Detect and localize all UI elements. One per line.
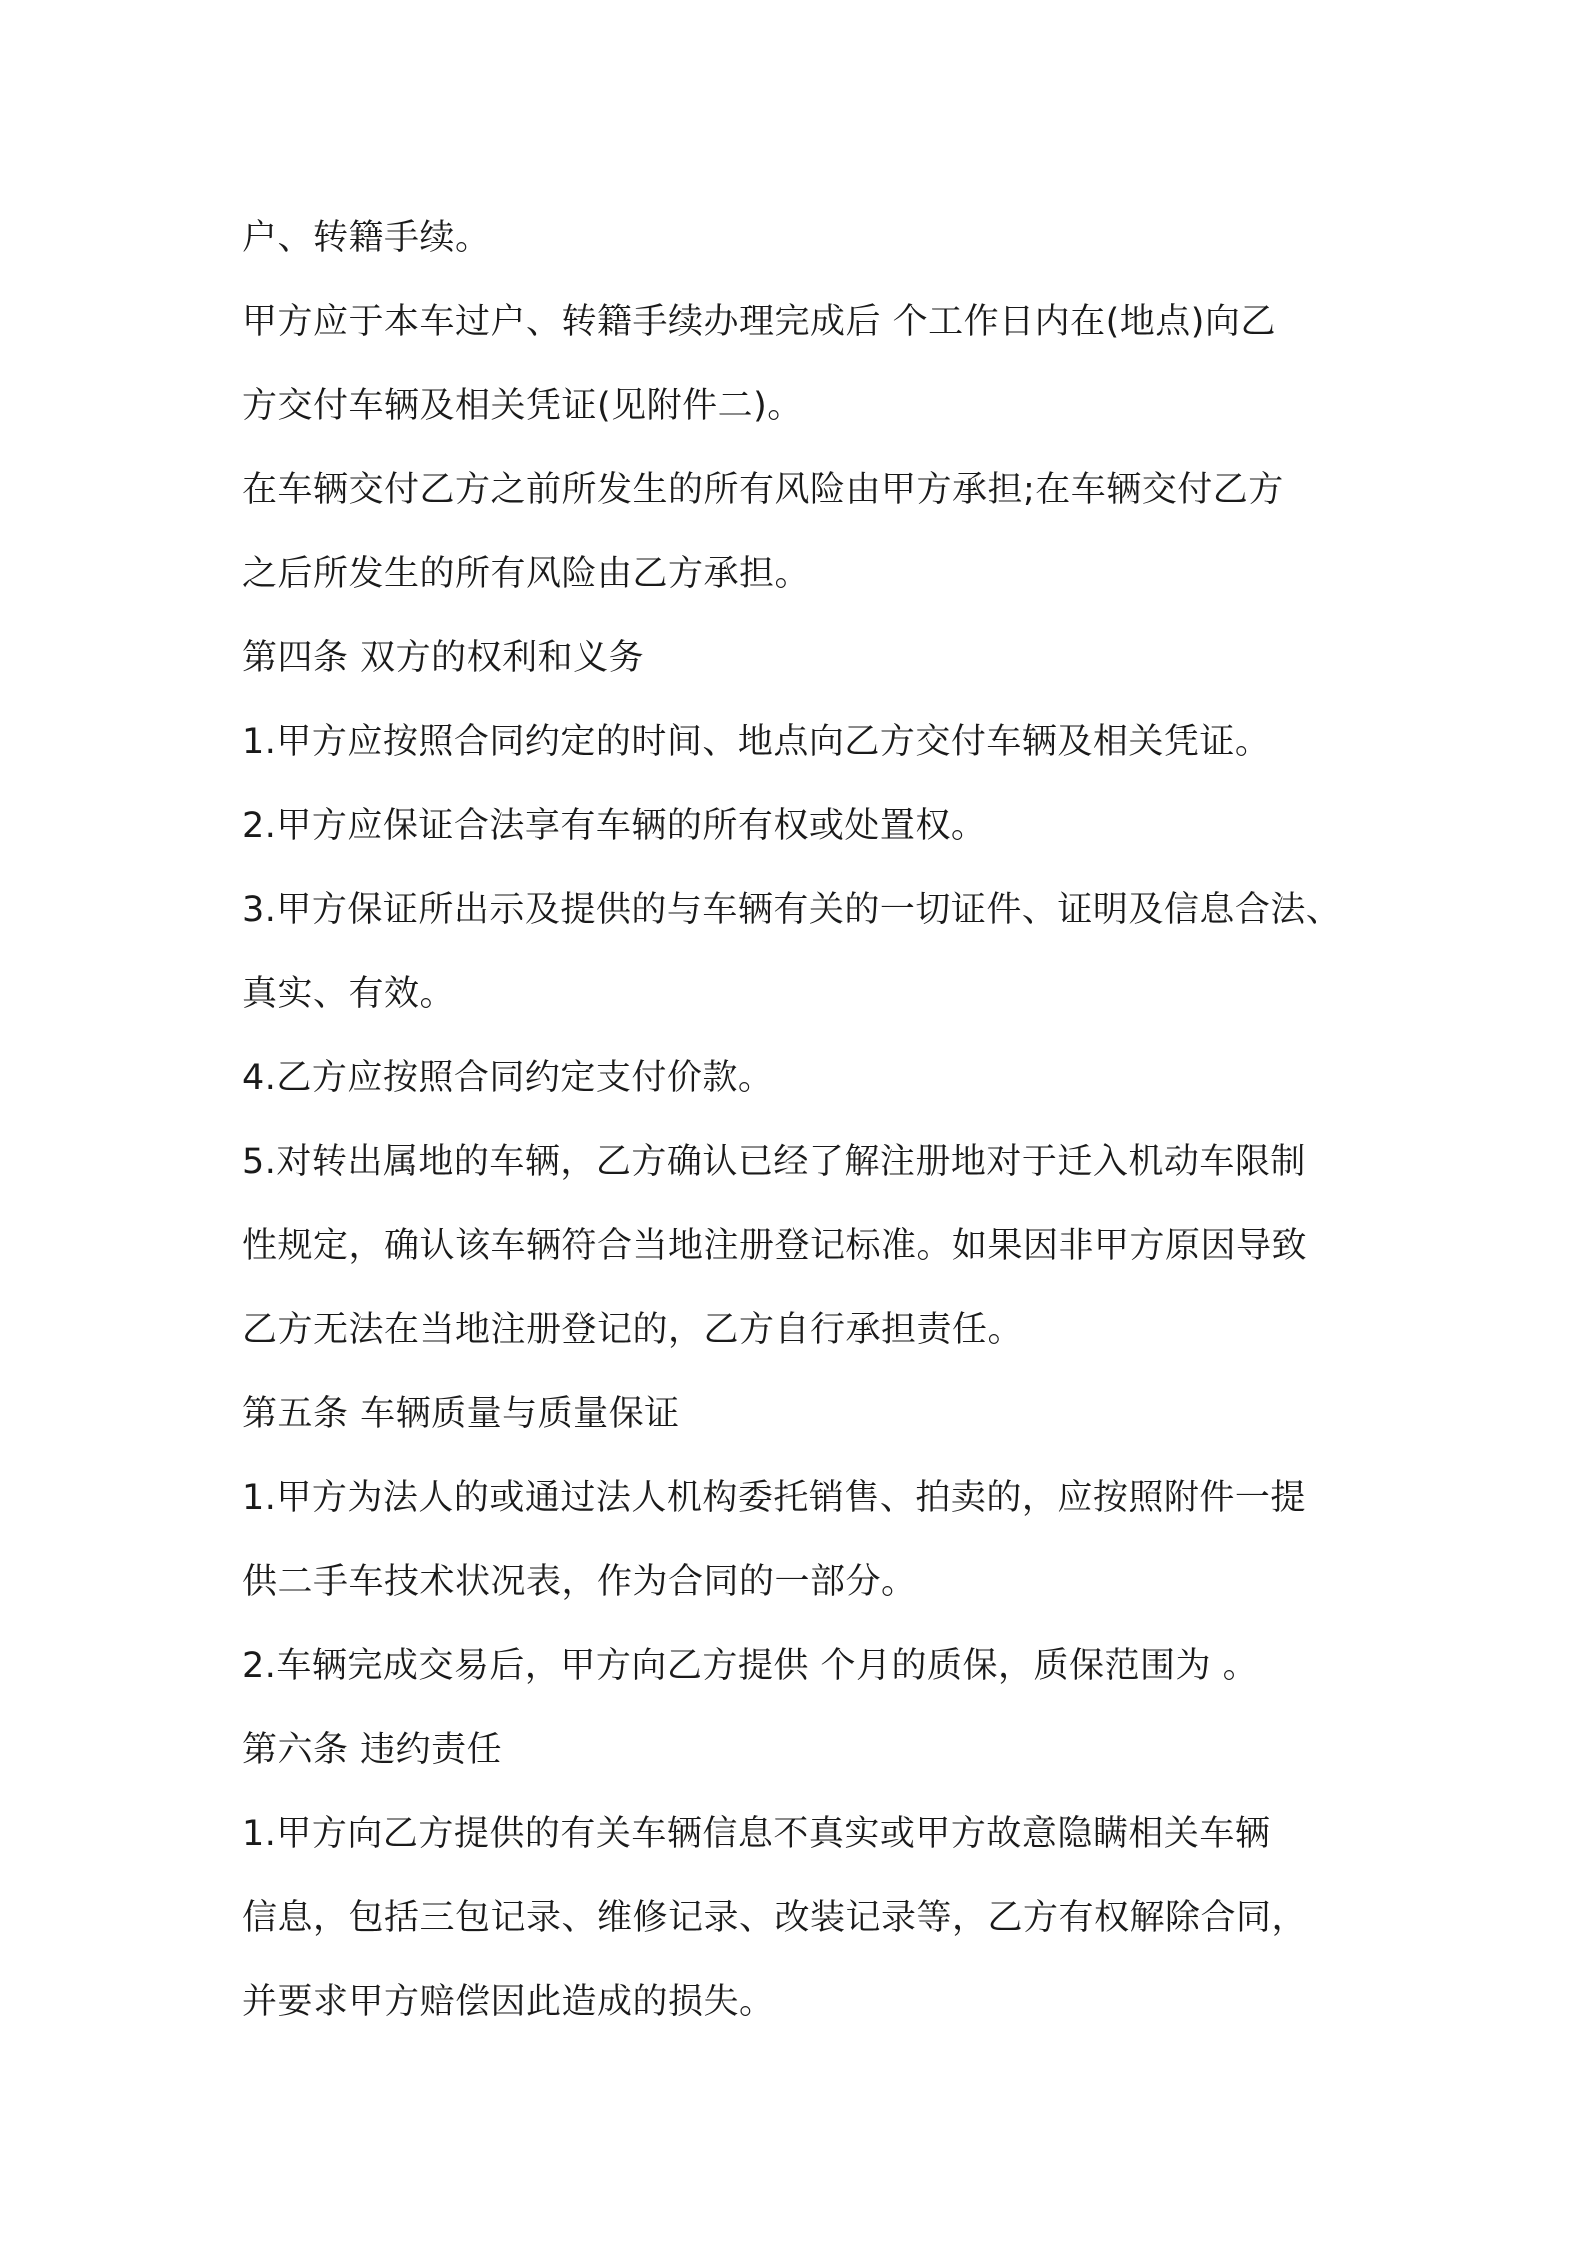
- text-line: 乙方无法在当地注册登记的，乙方自行承担责任。: [242, 1310, 1024, 1350]
- text-line: 5.对转出属地的车辆，乙方确认已经了解注册地对于迁入机动车限制: [242, 1142, 1306, 1182]
- text-line: 甲方应于本车过户、转籍手续办理完成后 个工作日内在(地点)向乙: [242, 302, 1276, 342]
- text-line: 真实、有效。: [242, 974, 456, 1014]
- text-line: 2.车辆完成交易后，甲方向乙方提供 个月的质保，质保范围为 。: [242, 1646, 1259, 1686]
- text-line: 在车辆交付乙方之前所发生的所有风险由甲方承担;在车辆交付乙方: [242, 470, 1284, 510]
- text-line: 性规定，确认该车辆符合当地注册登记标准。如果因非甲方原因导致: [242, 1226, 1308, 1266]
- text-line: 1.甲方为法人的或通过法人机构委托销售、拍卖的，应按照附件一提: [242, 1478, 1306, 1518]
- document-body: [242, 196, 1362, 2044]
- text-line: 信息，包括三包记录、维修记录、改装记录等，乙方有权解除合同，: [242, 1898, 1308, 1938]
- text-line: 之后所发生的所有风险由乙方承担。: [242, 554, 811, 594]
- text-line: 3.甲方保证所出示及提供的与车辆有关的一切证件、证明及信息合法、: [242, 890, 1342, 930]
- text-line: 并要求甲方赔偿因此造成的损失。: [242, 1982, 775, 2022]
- text-line: 4.乙方应按照合同约定支付价款。: [242, 1058, 774, 1098]
- text-line: 1.甲方向乙方提供的有关车辆信息不真实或甲方故意隐瞒相关车辆: [242, 1814, 1271, 1854]
- section-heading-article-4: 第四条 双方的权利和义务: [242, 638, 645, 678]
- section-heading-article-5: 第五条 车辆质量与质量保证: [242, 1394, 680, 1434]
- text-line: 供二手车技术状况表，作为合同的一部分。: [242, 1562, 917, 1602]
- text-line: 1.甲方应按照合同约定的时间、地点向乙方交付车辆及相关凭证。: [242, 722, 1271, 762]
- section-heading-article-6: 第六条 违约责任: [242, 1730, 503, 1770]
- text-line: 方交付车辆及相关凭证(见附件二)。: [242, 386, 803, 426]
- text-line: 2.甲方应保证合法享有车辆的所有权或处置权。: [242, 806, 987, 846]
- text-line: 户、转籍手续。: [242, 218, 491, 258]
